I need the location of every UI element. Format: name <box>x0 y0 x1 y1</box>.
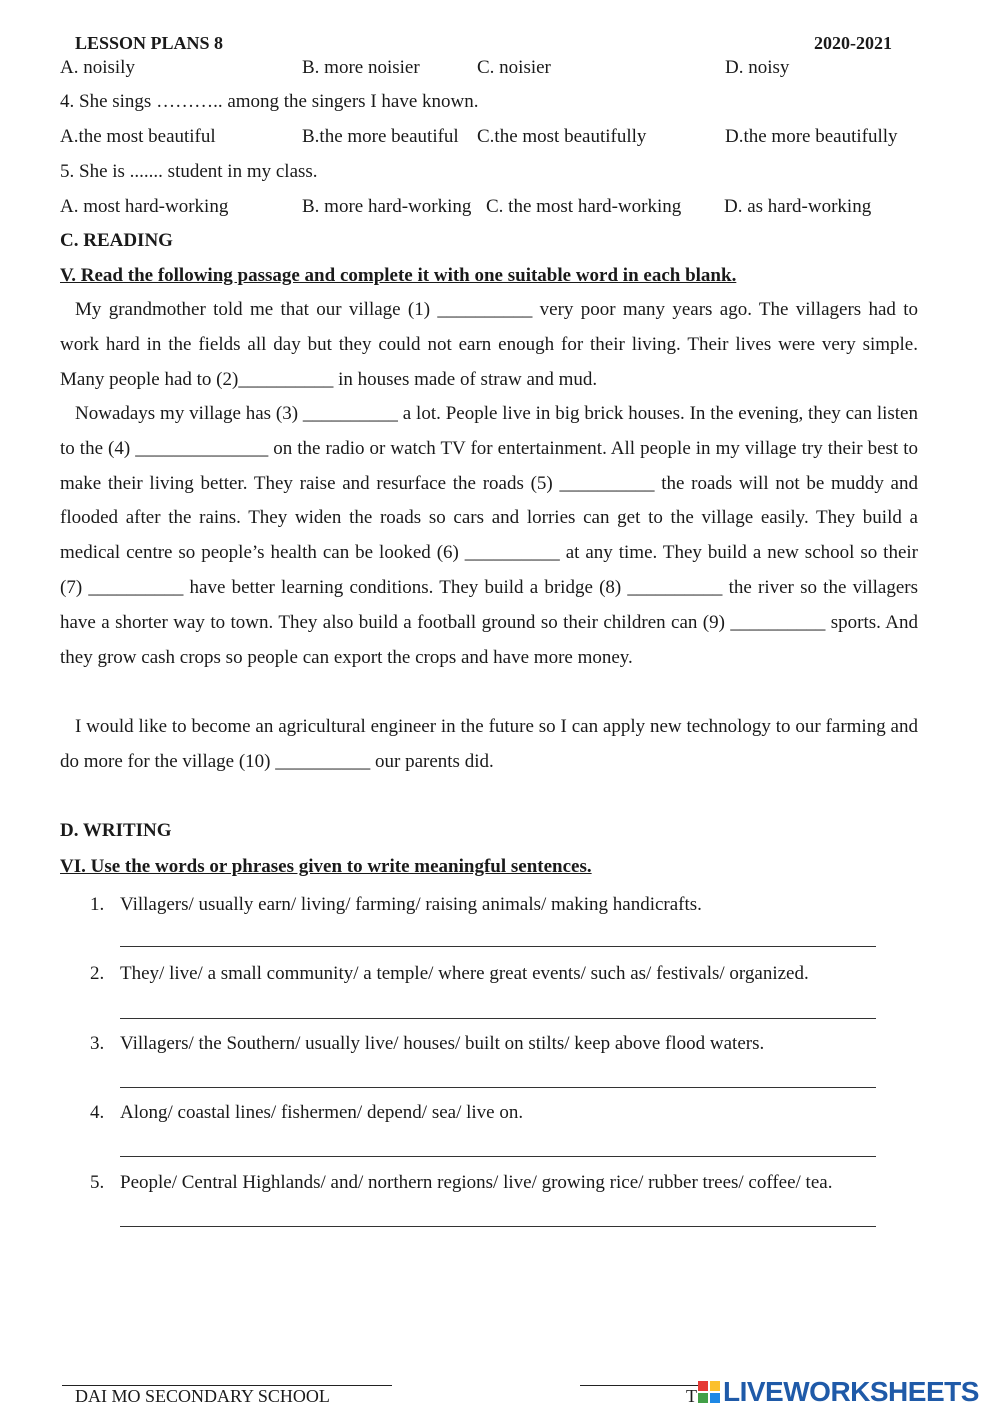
reading-section-title: C. READING <box>60 230 173 251</box>
footer-author: T <box>686 1386 697 1406</box>
option-c: C. the most hard-working <box>486 196 682 217</box>
writing-instruction: VI. Use the words or phrases given to write meaningful sentences. <box>60 856 592 877</box>
reading-paragraph-2 <box>60 397 918 675</box>
item-text: Along/ coastal lines/ fishermen/ depend/ sea/ live on. <box>120 1102 524 1123</box>
header-year: 2020-2021 <box>814 33 892 53</box>
option-b: B.the more beautiful <box>302 126 459 147</box>
footer-rule-right <box>580 1385 700 1386</box>
option-b: B. more noisier <box>302 57 420 78</box>
liveworksheets-watermark[interactable] <box>698 1376 994 1410</box>
liveworksheets-logo-icon <box>698 1381 720 1403</box>
writing-item-2 <box>90 963 809 985</box>
question-4-stem: 4. She sings ……….. among the singers I have known. <box>60 91 479 112</box>
paragraph-text: I would like to become an agricultural engineer in the future so I can apply new technology to our farming and do more for the village (10) __________ our parents did. <box>60 716 918 772</box>
item-number: 1. <box>90 894 105 915</box>
footer-school: DAI MO SECONDARY SCHOOL <box>75 1386 330 1406</box>
watermark-text: LIVEWORKSHEETS <box>723 1376 979 1407</box>
option-c: C.the most beautifully <box>477 126 647 147</box>
writing-item-4 <box>90 1102 523 1124</box>
answer-line-5[interactable] <box>120 1226 876 1227</box>
reading-paragraph-3 <box>60 710 918 780</box>
option-a: A.the most beautiful <box>60 126 216 147</box>
writing-item-1 <box>90 894 702 916</box>
option-b: B. more hard-working <box>302 196 472 217</box>
answer-line-1[interactable] <box>120 946 876 947</box>
reading-instruction: V. Read the following passage and complete it with one suitable word in each blank. <box>60 265 737 286</box>
paragraph-text: My grandmother told me that our village (1) __________ very poor many years ago. The villagers had to work hard in the fields all day but they could not earn enough for their living. Their lives were very simple. Many people had to (2)__________ in houses made of straw and mud. <box>60 299 918 390</box>
paragraph-text: Nowadays my village has (3) __________ a lot. People live in big brick houses. In the evening, they can listen to the (4) ______________ on the radio or watch TV for entertainment. All people in my village try their best to make their living better. They raise and resurface the roads (5) __________ the roads will not be muddy and flooded after the rains. They widen the roads so cars and lorries can get to the village easily. They build a medical centre so people’s health can be looked (6) __________ at any time. They build a new school so their (7) __________ have better learning conditions. They build a bridge (8) __________ the river so the villagers have a shorter way to town. They also build a football ground so their children can (9) __________ sports. And they grow cash crops so people can export the crops and have more money. <box>60 403 918 668</box>
option-c: C. noisier <box>477 57 551 78</box>
reading-paragraph-1 <box>60 293 918 397</box>
item-number: 3. <box>90 1033 105 1054</box>
header-title: LESSON PLANS 8 <box>75 33 224 53</box>
answer-line-4[interactable] <box>120 1156 876 1157</box>
question-5-stem: 5. She is ....... student in my class. <box>60 161 318 182</box>
item-text: Villagers/ the Southern/ usually live/ houses/ built on stilts/ keep above flood waters. <box>120 1033 765 1054</box>
option-d: D.the more beautifully <box>725 126 898 147</box>
writing-item-3 <box>90 1033 764 1055</box>
answer-line-2[interactable] <box>120 1018 876 1019</box>
option-d: D. as hard-working <box>724 196 872 217</box>
writing-section-title: D. WRITING <box>60 820 172 841</box>
item-text: Villagers/ usually earn/ living/ farming/ raising animals/ making handicrafts. <box>120 894 702 915</box>
writing-item-5 <box>90 1172 832 1194</box>
option-d: D. noisy <box>725 57 790 78</box>
item-number: 4. <box>90 1102 105 1123</box>
option-a: A. most hard-working <box>60 196 229 217</box>
item-number: 5. <box>90 1172 105 1193</box>
item-number: 2. <box>90 963 105 984</box>
item-text: People/ Central Highlands/ and/ northern regions/ live/ growing rice/ rubber trees/ coffee/ tea. <box>120 1172 833 1193</box>
answer-line-3[interactable] <box>120 1087 876 1088</box>
item-text: They/ live/ a small community/ a temple/ where great events/ such as/ festivals/ organized. <box>120 963 809 984</box>
option-a: A. noisily <box>60 57 135 78</box>
